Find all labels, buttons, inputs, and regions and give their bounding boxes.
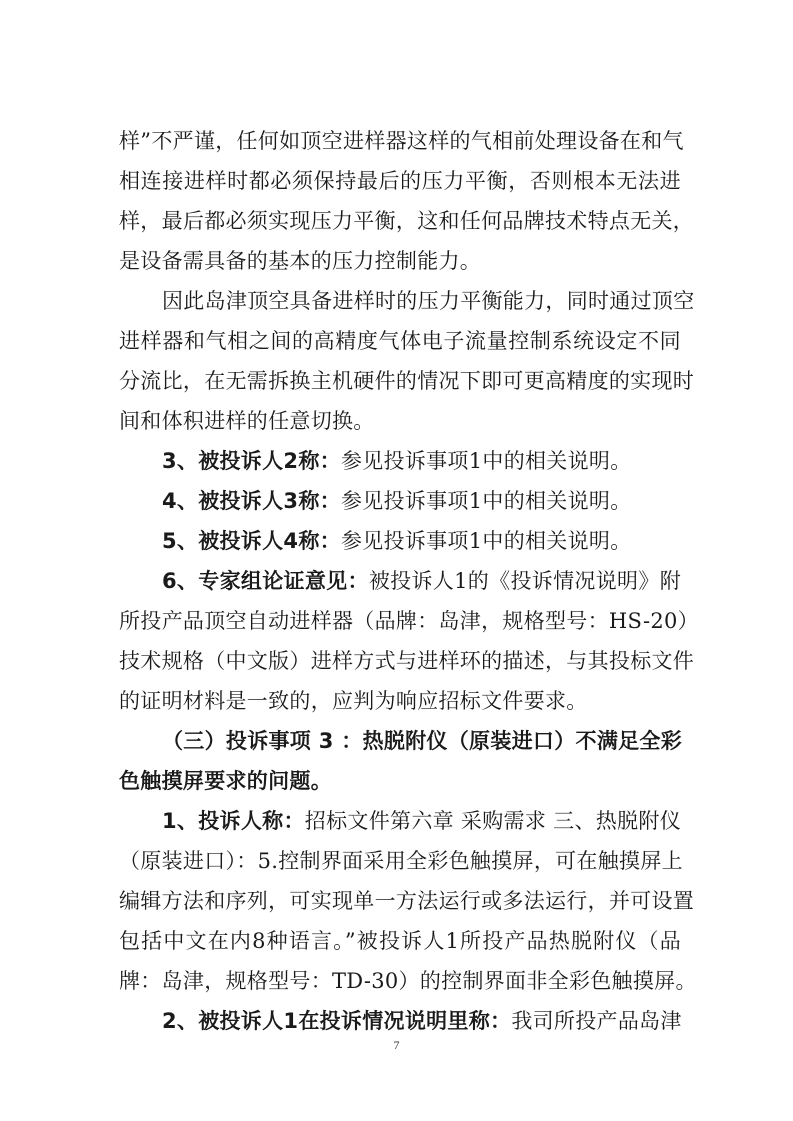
paragraph-line: 6、专家组论证意见：被投诉人1的《投诉情况说明》附 [162,569,681,593]
paragraph-line: 的证明材料是一致的，应判为响应招标文件要求。 [119,689,588,713]
paragraph-line: 4、被投诉人3称：参见投诉事项1中的相关说明。 [162,489,632,513]
paragraph-line: 所投产品顶空自动进样器（品牌：岛津，规格型号：HS-20） [119,609,699,633]
paragraph-line: 样，最后都必须实现压力平衡，这和任何品牌技术特点无关， [119,209,695,233]
paragraph-line: 技术规格（中文版）进样方式与进样环的描述，与其投标文件 [119,649,695,673]
paragraph-line: 1、投诉人称：招标文件第六章 采购需求 三、热脱附仪 [162,809,681,833]
paragraph-line: 进样器和气相之间的高精度气体电子流量控制系统设定不同 [119,329,681,353]
paragraph-line: 3、被投诉人2称：参见投诉事项1中的相关说明。 [162,449,632,473]
paragraph-line: 包括中文在内8种语言。”被投诉人1所投产品热脱附仪（品 [119,929,681,953]
paragraph-line: 编辑方法和序列，可实现单一方法运行或多法运行，并可设置 [119,889,695,913]
paragraph-line: 分流比，在无需拆换主机硬件的情况下即可更高精度的实现时 [119,369,695,393]
page-number: 7 [393,1038,400,1052]
paragraph-line: 样”不严谨，任何如顶空进样器这样的气相前处理设备在和气 [119,129,684,153]
paragraph-line: 是设备需具备的基本的压力控制能力。 [119,249,482,273]
paragraph-line: （原装进口）：5.控制界面采用全彩色触摸屏，可在触摸屏上 [119,849,683,873]
section-heading: （三）投诉事项 3 ：热脱附仪（原装进口）不满足全彩 [162,729,683,753]
paragraph-line: 2、被投诉人1在投诉情况说明里称：我司所投产品岛津 [162,1009,682,1033]
section-heading: 色触摸屏要求的问题。 [119,769,332,793]
paragraph-line: 相连接进样时都必须保持最后的压力平衡，否则根本无法进 [119,169,681,193]
paragraph-line: 5、被投诉人4称：参见投诉事项1中的相关说明。 [162,529,632,553]
paragraph-line: 牌：岛津，规格型号：TD-30）的控制界面非全彩色触摸屏。 [119,969,697,993]
paragraph-line: 间和体积进样的任意切换。 [119,409,375,433]
paragraph-line: 因此岛津顶空具备进样时的压力平衡能力，同时通过顶空 [162,289,695,313]
